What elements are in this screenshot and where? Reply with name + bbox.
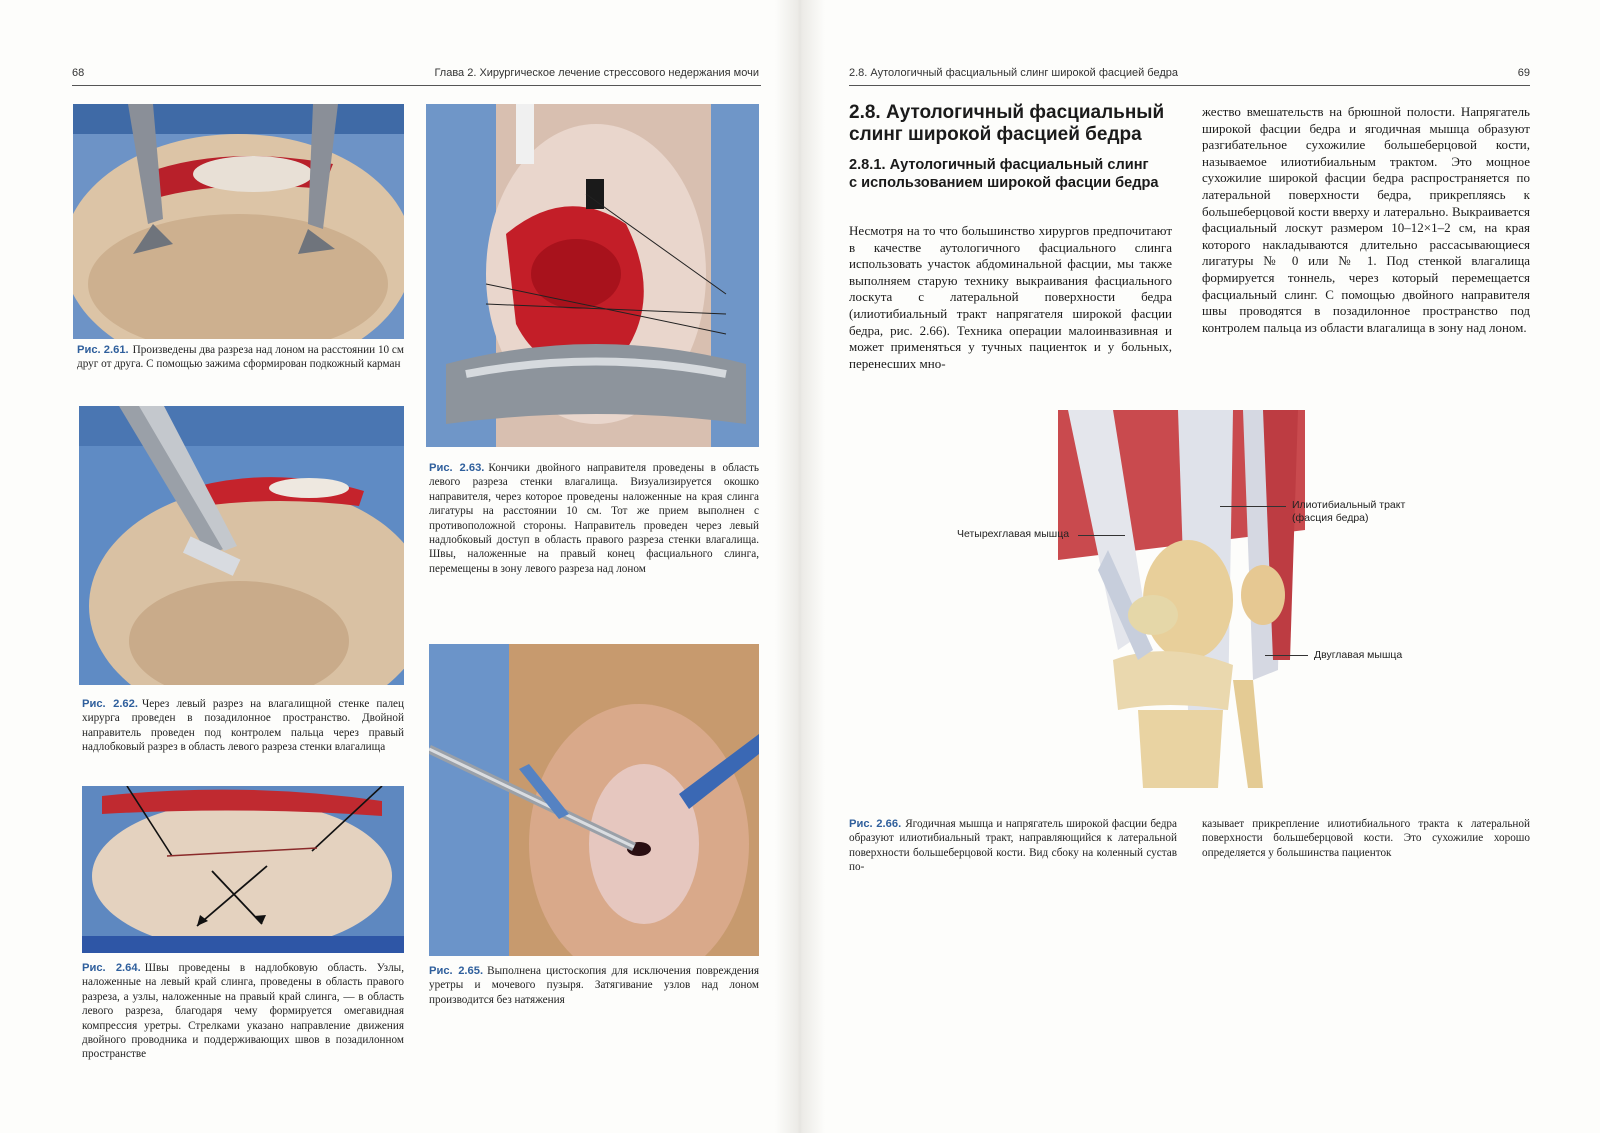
left-header-rule <box>72 85 761 86</box>
right-page-number: 69 <box>1517 67 1530 79</box>
figure-2-61-photo <box>73 104 404 339</box>
book-gutter <box>775 0 825 1133</box>
figure-2-61-caption <box>77 343 404 372</box>
figure-2-63-caption <box>429 461 759 576</box>
figure-2-62-text: Через левый разрез на влагалищной стенке палец хирурга проведен в позадилонное пространство. Двойной направитель проведен под контролем пальца через правый надлобковый разрез в область левого разреза стенки влагалища <box>82 698 404 754</box>
figure-2-66-number: Рис. 2.66. <box>849 818 902 830</box>
figure-2-63-text: Кончики двойного направителя проведены в область левого разреза стенки влагалища. Визуализируется окошко направителя, через которое проведены наложенные на края слинга лигатуры на расстоянии 10 см. Тот же прием выполнен с противоположной стороны. Направитель проведен через левый надлобковый доступ в область правого разреза стенки влагалища. Швы, наложенные на правый конец фасциального слинга, перемещены в зону левого разреза над лоном <box>429 462 759 575</box>
figure-2-64-caption <box>82 961 404 1062</box>
left-running-head: Глава 2. Хирургическое лечение стрессового недержания мочи <box>434 67 759 79</box>
figure-2-66-text-col1: Ягодичная мышца и напрягатель широкой фасции бедра образуют илиотибиальный тракт, направляющийся к латеральной поверхности большеберцовой кости. Вид сбоку на коленный сустав по- <box>849 818 1177 874</box>
figure-2-65-number: Рис. 2.65. <box>429 965 484 977</box>
figure-2-61-text: Произведены два разреза над лоном на расстоянии 10 см друг от друга. С помощью зажима сформирован подкожный карман <box>77 344 404 371</box>
body-text-column-2: жество вмешательств на брюшной полости. Напрягатель широкой фасции бедра и ягодичная мышца образуют разгибательное сухожилие большеберцовой кости, называемое илиотибиальным трактом. Это мощное сухожилие широкой фасции бедра распространяется по латеральной поверхности бедра, прикрепляясь к большеберцовой кости вверху и латерально. Выкраивается фасциальный лоскут размером 10–12×1–2 см, на края которого накладываются длительно рассасывающиеся лигатуры № 0 или № 1. Под стенкой влагалища формируется тоннель, через который перемещается фасциальный слинг. С помощью двойного направителя швы проводятся в позадилонное пространство под контролем пальца из области влагалища в зону над лоном. <box>1202 104 1530 335</box>
leader-biceps <box>1265 655 1308 656</box>
figure-2-63-photo <box>426 104 759 447</box>
left-page-number: 68 <box>72 67 85 79</box>
figure-2-62-number: Рис. 2.62. <box>82 698 138 710</box>
label-quadriceps: Четырехглавая мышца <box>957 528 1070 540</box>
body-text-column-1: Несмотря на то что большинство хирургов предпочитают в качестве аутологичного фасциального слинга использовать участок абдоминальной фасции, мы также выполняем старую технику выкраивания фасциального лоскута с латеральной поверхности бедра (илиотибиальный тракт напрягателя широкой фасции бедра, рис. 2.66). Техника операции малоинвазивная и может применяться у тучных пациенток и у больных, перенесших мно- <box>849 223 1172 371</box>
figure-2-64-photo <box>82 786 404 953</box>
figure-2-62-photo <box>79 406 404 685</box>
figure-2-62-caption <box>82 697 404 755</box>
figure-2-64-number: Рис. 2.64. <box>82 962 141 974</box>
figure-2-66-caption-col2: казывает прикрепление илиотибиального тракта к латеральной поверхности большеберцовой кости. Это сухожилие хорошо определяется у большинства пациенток <box>1202 818 1530 859</box>
label-iliotibial-sub: (фасция бедра) <box>1292 512 1369 524</box>
right-running-head: 2.8. Аутологичный фасциальный слинг широкой фасцией бедра <box>849 67 1179 79</box>
figure-2-65-text: Выполнена цистоскопия для исключения повреждения уретры и мочевого пузыря. Затягивание узлов над лоном производится без натяжения <box>429 965 759 1006</box>
figure-2-66-caption-col1 <box>849 817 1177 875</box>
section-title: 2.8. Аутологичный фасциальный слинг широкой фасцией бедра <box>849 102 1165 145</box>
figure-2-65-photo <box>429 644 759 956</box>
figure-2-61-number: Рис. 2.61. <box>77 344 129 356</box>
label-iliotibial: Илиотибиальный тракт <box>1292 499 1406 511</box>
right-header-rule <box>849 85 1530 86</box>
figure-2-63-number: Рис. 2.63. <box>429 462 485 474</box>
figure-2-66-illustration <box>1058 410 1305 788</box>
subsection-title: 2.8.1. Аутологичный фасциальный слинг с использованием широкой фасции бедра <box>849 157 1159 191</box>
figure-2-64-text: Швы проведены в надлобковую область. Узлы, наложенные на левый край слинга, проведены в область правого разреза, а узлы, наложенные на правый край слинга, — в область левого разреза, благодаря чему формируется омегавидная компрессия уретры. Стрелками указано направление движения двойного проводника и поддерживающих швов в позадилонном пространстве <box>82 962 404 1061</box>
figure-2-65-caption <box>429 964 759 1007</box>
leader-iliotibial <box>1220 506 1286 507</box>
leader-quadriceps <box>1078 535 1125 536</box>
label-biceps: Двуглавая мышца <box>1314 649 1403 661</box>
